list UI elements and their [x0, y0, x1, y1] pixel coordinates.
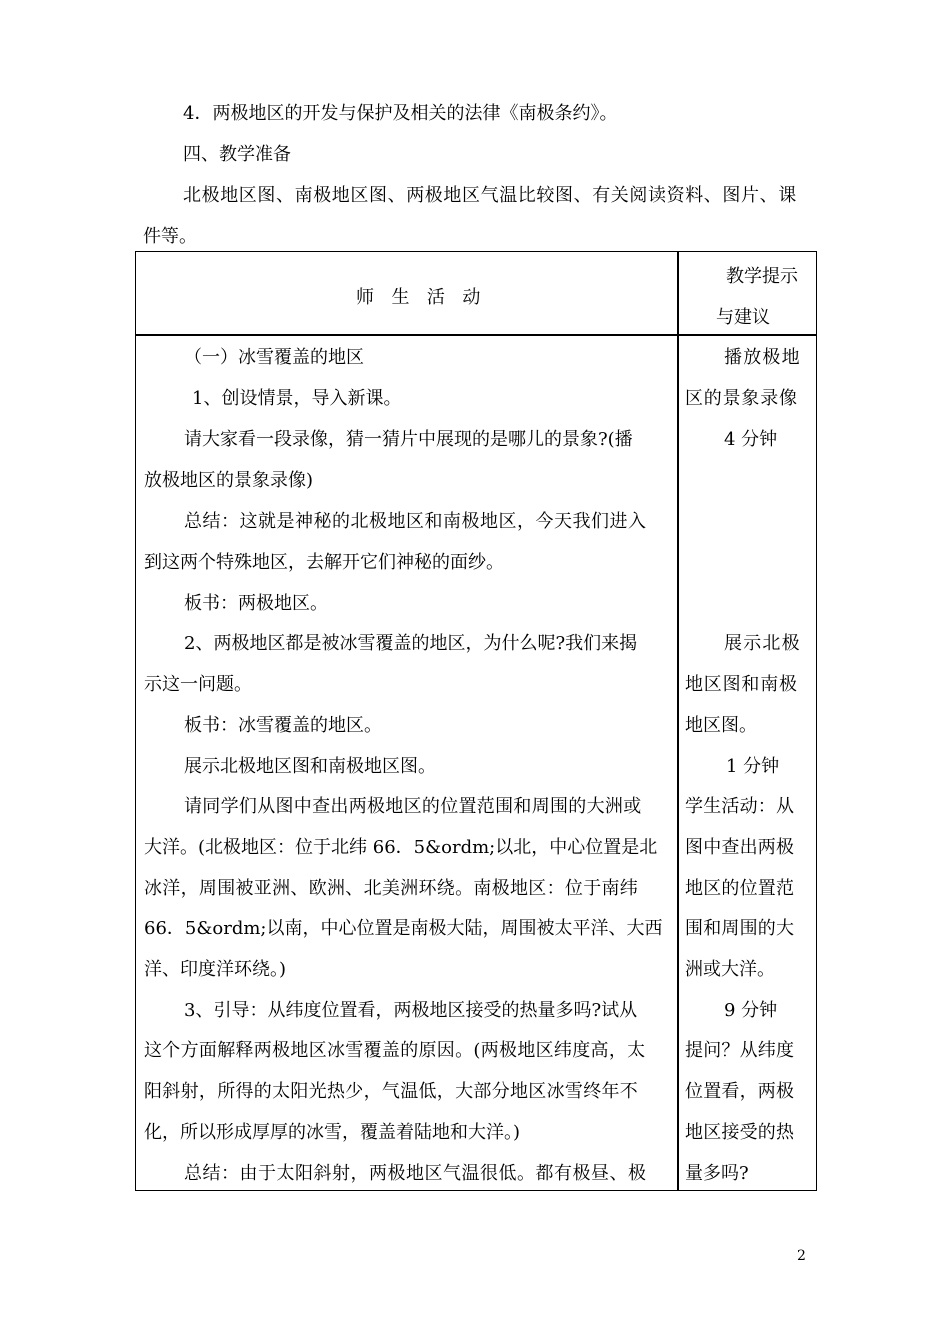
activity-line: 请大家看一段录像，猜一猜片中展现的是哪儿的景象?(播: [184, 429, 633, 450]
table-column-divider: [677, 252, 679, 1190]
tip-line: 9 分钟: [724, 1000, 778, 1021]
activity-line: 阳斜射，所得的太阳光热少，气温低，大部分地区冰雪终年不: [144, 1081, 639, 1102]
header-teacher-student-activity: 师 生 活 动: [356, 287, 483, 308]
activity-line: 总结：这就是神秘的北极地区和南极地区，今天我们进入: [184, 511, 647, 532]
intro-line-1: 4．两极地区的开发与保护及相关的法律《南极条约》。: [183, 103, 618, 124]
tip-line: 提问？从纬度: [685, 1040, 795, 1061]
tip-line: 洲或大洋。: [685, 959, 775, 980]
tip-line: 播放极地: [724, 347, 801, 368]
tip-line: 量多吗?: [685, 1163, 749, 1184]
activity-line: 板书：两极地区。: [184, 593, 328, 614]
tip-line: 地区的位置范: [685, 878, 795, 899]
section-heading-teaching-prep: 四、教学准备: [183, 144, 291, 165]
activity-line: 66．5&ordm;以南，中心位置是南极大陆，周围被太平洋、大西: [144, 918, 663, 939]
tip-line: 区的景象录像: [685, 388, 798, 409]
tip-line: 地区图。: [685, 715, 757, 736]
tip-line: 图中查出两极: [685, 837, 795, 858]
tip-line: 4 分钟: [724, 429, 778, 450]
activity-line: 3、引导：从纬度位置看，两极地区接受的热量多吗?试从: [184, 1000, 638, 1021]
activity-line: 大洋。(北极地区：位于北纬 66．5&ordm;以北，中心位置是北: [144, 837, 658, 858]
activity-line: 总结：由于太阳斜射，两极地区气温很低。都有极昼、极: [184, 1163, 647, 1184]
activity-line: 到这两个特殊地区，去解开它们神秘的面纱。: [144, 552, 504, 573]
activity-line: （一）冰雪覆盖的地区: [184, 347, 364, 368]
activity-line: 1、创设情景，导入新课。: [192, 388, 402, 409]
tip-line: 位置看，两极: [685, 1081, 795, 1102]
activity-line: 洋、印度洋环绕。): [144, 959, 287, 980]
activity-line: 请同学们从图中查出两极地区的位置范围和周围的大洲或: [184, 796, 642, 817]
tip-line: 学生活动：从: [685, 796, 795, 817]
header-teaching-tips-1: 教学提示: [726, 266, 798, 287]
activity-line: 化，所以形成厚厚的冰雪，覆盖着陆地和大洋。): [144, 1122, 521, 1143]
activity-line: 放极地区的景象录像): [144, 470, 314, 491]
intro-line-4: 件等。: [143, 226, 197, 247]
activity-line: 展示北极地区图和南极地区图。: [184, 756, 436, 777]
activity-line: 板书：冰雪覆盖的地区。: [184, 715, 382, 736]
activity-line: 2、两极地区都是被冰雪覆盖的地区，为什么呢?我们来揭: [184, 633, 638, 654]
tip-line: 地区图和南极: [685, 674, 798, 695]
tip-line: 1 分钟: [726, 756, 780, 777]
activity-line: 冰洋，周围被亚洲、欧洲、北美洲环绕。南极地区：位于南纬: [144, 878, 639, 899]
activity-line: 这个方面解释两极地区冰雪覆盖的原因。(两极地区纬度高，太: [144, 1040, 646, 1061]
tip-line: 展示北极: [724, 633, 801, 654]
tip-line: 地区接受的热: [685, 1122, 795, 1143]
intro-line-3: 北极地区图、南极地区图、两极地区气温比较图、有关阅读资料、图片、课: [183, 185, 797, 206]
activity-line: 示这一问题。: [144, 674, 252, 695]
table-header-divider: [136, 334, 816, 336]
header-teaching-tips-2: 与建议: [716, 307, 770, 328]
tip-line: 围和周围的大: [685, 918, 795, 939]
lesson-table: [135, 251, 817, 1191]
page-number: 2: [797, 1248, 806, 1264]
